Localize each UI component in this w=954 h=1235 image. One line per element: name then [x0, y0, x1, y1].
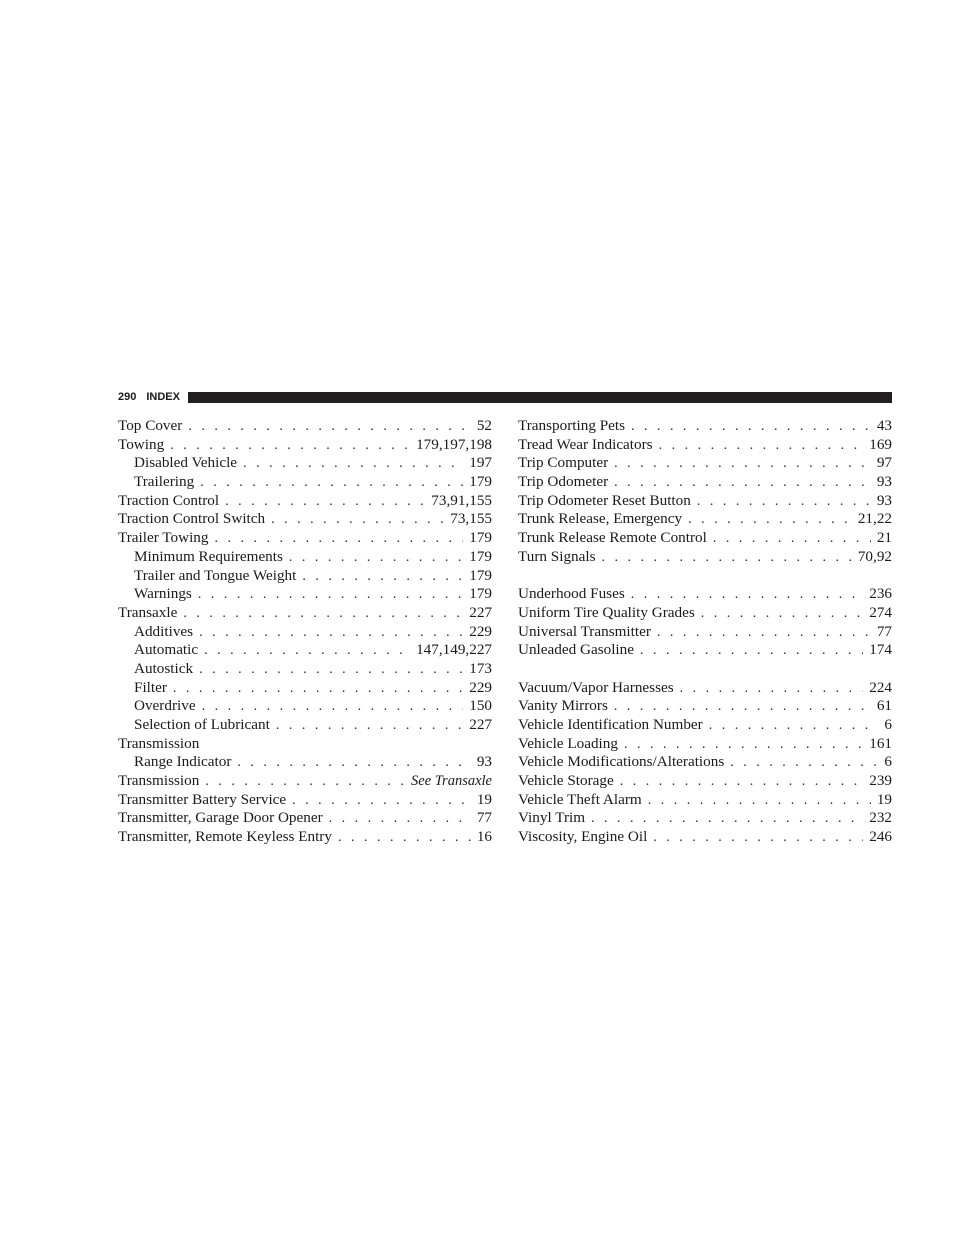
dot-leader	[243, 455, 463, 473]
dot-leader	[289, 549, 463, 567]
index-term: Filter	[134, 678, 167, 696]
index-subentry	[118, 660, 492, 679]
page-reference: 93	[876, 491, 892, 509]
page-reference: 147,149,227	[416, 641, 492, 659]
header-rule	[188, 392, 892, 403]
dot-leader	[200, 474, 463, 492]
index-entry	[518, 679, 892, 698]
index-entry	[518, 473, 892, 492]
dot-leader	[680, 680, 864, 698]
index-entry	[518, 772, 892, 791]
page-reference: 93	[476, 753, 492, 771]
page-reference: 169	[869, 435, 892, 453]
index-subentry	[118, 679, 492, 698]
index-entry	[118, 529, 492, 548]
page-reference: 179,197,198	[416, 435, 492, 453]
index-term: Range Indicator	[134, 753, 232, 771]
index-term: Vinyl Trim	[518, 809, 586, 827]
page-reference: 174	[869, 641, 892, 659]
index-entry	[518, 417, 892, 436]
index-subentry	[118, 585, 492, 604]
index-term: Autostick	[134, 659, 194, 677]
dot-leader	[202, 698, 464, 716]
index-subentry	[118, 548, 492, 567]
page-reference: 77	[476, 809, 492, 827]
dot-leader	[624, 736, 863, 754]
index-entry	[518, 828, 892, 847]
dot-leader	[271, 511, 444, 529]
index-term: Trunk Release, Emergency	[518, 510, 683, 528]
index-term: Selection of Lubricant	[134, 716, 270, 733]
index-term: Vehicle Modifications/Alterations	[518, 753, 725, 771]
dot-leader	[292, 792, 471, 810]
index-term: Universal Transmitter	[518, 622, 651, 640]
dot-leader	[697, 493, 871, 511]
dot-leader	[657, 624, 871, 642]
index-entry	[518, 492, 892, 511]
index-term: Minimum Requirements	[134, 547, 283, 565]
index-entry	[518, 697, 892, 716]
index-term: Top Cover	[118, 417, 183, 434]
dot-leader	[329, 810, 471, 828]
dot-leader	[688, 511, 852, 529]
page-reference: 73,155	[450, 510, 492, 528]
index-entry	[118, 772, 492, 791]
index-term: Trip Odometer Reset Button	[518, 491, 691, 509]
index-entry	[118, 492, 492, 511]
dot-leader	[713, 530, 871, 548]
index-term: Overdrive	[134, 697, 196, 715]
page-reference: 179	[469, 473, 492, 491]
page-reference: 150	[469, 697, 492, 715]
index-subentry	[118, 454, 492, 473]
index-subentry	[118, 753, 492, 772]
index-entry	[518, 641, 892, 660]
index-subentry	[118, 641, 492, 660]
page-reference: 229	[469, 678, 492, 696]
page-reference: 232	[869, 809, 892, 827]
dot-leader	[204, 642, 410, 660]
dot-leader	[338, 829, 471, 847]
index-entry	[518, 585, 892, 604]
index-term: Warnings	[134, 585, 192, 603]
section-title: INDEX	[146, 391, 180, 403]
page-reference: 21	[876, 529, 892, 547]
page-reference: 179	[469, 529, 492, 547]
page-reference: 6	[884, 753, 892, 771]
index-term: Underhood Fuses	[518, 585, 625, 603]
index-entry	[518, 791, 892, 810]
dot-leader	[631, 418, 871, 436]
page-reference: 227	[469, 603, 492, 621]
index-term: Tread Wear Indicators	[518, 435, 653, 453]
page-reference: 179	[469, 547, 492, 565]
page-reference: 274	[869, 603, 892, 621]
index-entry	[518, 548, 892, 567]
index-entry	[118, 735, 492, 754]
index-term: Vanity Mirrors	[518, 697, 608, 715]
page-reference: 6	[884, 716, 892, 733]
dot-leader	[614, 698, 871, 716]
index-entry	[118, 510, 492, 529]
dot-leader	[173, 680, 463, 698]
page-reference: 236	[869, 585, 892, 603]
index-group-spacer	[518, 567, 892, 586]
page-reference: 52	[476, 417, 492, 434]
dot-leader	[199, 624, 463, 642]
dot-leader	[276, 717, 463, 735]
index-entry	[518, 809, 892, 828]
index-term: Transmitter Battery Service	[118, 790, 287, 808]
page-number: 290	[118, 391, 137, 403]
dot-leader	[620, 773, 863, 791]
dot-leader	[602, 549, 852, 567]
index-entry	[518, 454, 892, 473]
page-reference: 21,22	[857, 510, 892, 528]
page-reference: 97	[876, 454, 892, 472]
page-reference: 173	[469, 659, 492, 677]
index-entry	[118, 791, 492, 810]
index-term: Vehicle Loading	[518, 734, 618, 752]
dot-leader	[591, 810, 863, 828]
index-term: Transaxle	[118, 603, 178, 621]
page-reference: 224	[869, 678, 892, 696]
index-term: Towing	[118, 435, 165, 453]
dot-leader	[199, 661, 463, 679]
page-header	[118, 389, 892, 405]
page-reference: 227	[469, 716, 492, 733]
page-reference: 43	[876, 417, 892, 434]
index-entry	[518, 510, 892, 529]
index-term: Turn Signals	[518, 547, 596, 565]
index-term: Trip Odometer	[518, 473, 609, 491]
page-reference: 229	[469, 622, 492, 640]
index-term: Trailering	[134, 473, 195, 491]
dot-leader	[170, 437, 410, 455]
index-entry	[118, 604, 492, 623]
page-reference: 70,92	[857, 547, 892, 565]
index-entry	[518, 529, 892, 548]
index-term: Vehicle Theft Alarm	[518, 790, 642, 808]
index-term: Traction Control Switch	[118, 510, 266, 528]
page-reference: 19	[876, 790, 892, 808]
index-term: Transmitter, Remote Keyless Entry	[118, 828, 332, 846]
index-term: Unleaded Gasoline	[518, 641, 634, 659]
index-term: Transmission	[118, 772, 200, 790]
index-term: Viscosity, Engine Oil	[518, 828, 648, 846]
index-term: Transmission	[118, 734, 200, 752]
dot-leader	[614, 455, 871, 473]
index-entry	[518, 436, 892, 455]
index-group-spacer	[518, 660, 892, 679]
index-column-left	[118, 417, 492, 847]
index-entry	[118, 828, 492, 847]
index-term: Trailer and Tongue Weight	[134, 566, 297, 584]
index-term: Transporting Pets	[518, 417, 626, 434]
dot-leader	[709, 717, 879, 735]
dot-leader	[302, 568, 463, 586]
dot-leader	[225, 493, 425, 511]
dot-leader	[640, 642, 863, 660]
index-subentry	[118, 697, 492, 716]
dot-leader	[659, 437, 864, 455]
dot-leader	[701, 605, 863, 623]
index-term: Trailer Towing	[118, 529, 209, 547]
index-subentry	[118, 716, 492, 735]
page-reference: 197	[469, 454, 492, 472]
index-term: Traction Control	[118, 491, 220, 509]
index-term: Vehicle Storage	[518, 772, 614, 790]
index-entry	[518, 623, 892, 642]
page-reference: 239	[869, 772, 892, 790]
page-reference: 179	[469, 566, 492, 584]
page-reference: 246	[869, 828, 892, 846]
index-subentry	[118, 473, 492, 492]
see-reference: See Transaxle	[411, 773, 492, 790]
dot-leader	[237, 754, 470, 772]
index-term: Transmitter, Garage Door Opener	[118, 809, 323, 827]
dot-leader	[215, 530, 464, 548]
page-reference: 16	[476, 828, 492, 846]
index-term: Additives	[134, 622, 194, 640]
index-entry	[518, 716, 892, 735]
index-term: Trunk Release Remote Control	[518, 529, 707, 547]
dot-leader	[183, 605, 463, 623]
index-term: Automatic	[134, 641, 199, 659]
dot-leader	[205, 773, 405, 791]
page-reference: 19	[476, 790, 492, 808]
dot-leader	[648, 792, 871, 810]
page-reference: 93	[876, 473, 892, 491]
page-reference: 161	[869, 734, 892, 752]
index-subentry	[118, 623, 492, 642]
index-subentry	[118, 567, 492, 586]
index-entry	[518, 735, 892, 754]
page-reference: 61	[876, 697, 892, 715]
dot-leader	[730, 754, 878, 772]
index-column-right	[518, 417, 892, 847]
index-term: Vacuum/Vapor Harnesses	[518, 678, 674, 696]
dot-leader	[188, 418, 470, 436]
page-reference: 73,91,155	[431, 491, 492, 509]
index-entry	[118, 436, 492, 455]
index-entry	[118, 809, 492, 828]
dot-leader	[614, 474, 871, 492]
page-reference: 179	[469, 585, 492, 603]
index-term: Disabled Vehicle	[134, 454, 238, 472]
dot-leader	[631, 586, 863, 604]
index-term: Vehicle Identification Number	[518, 716, 703, 733]
index-entry	[518, 753, 892, 772]
index-term: Trip Computer	[518, 454, 609, 472]
dot-leader	[198, 586, 463, 604]
index-term: Uniform Tire Quality Grades	[518, 603, 695, 621]
page-reference: 77	[876, 622, 892, 640]
index-entry	[518, 604, 892, 623]
dot-leader	[653, 829, 863, 847]
index-entry	[118, 417, 492, 436]
